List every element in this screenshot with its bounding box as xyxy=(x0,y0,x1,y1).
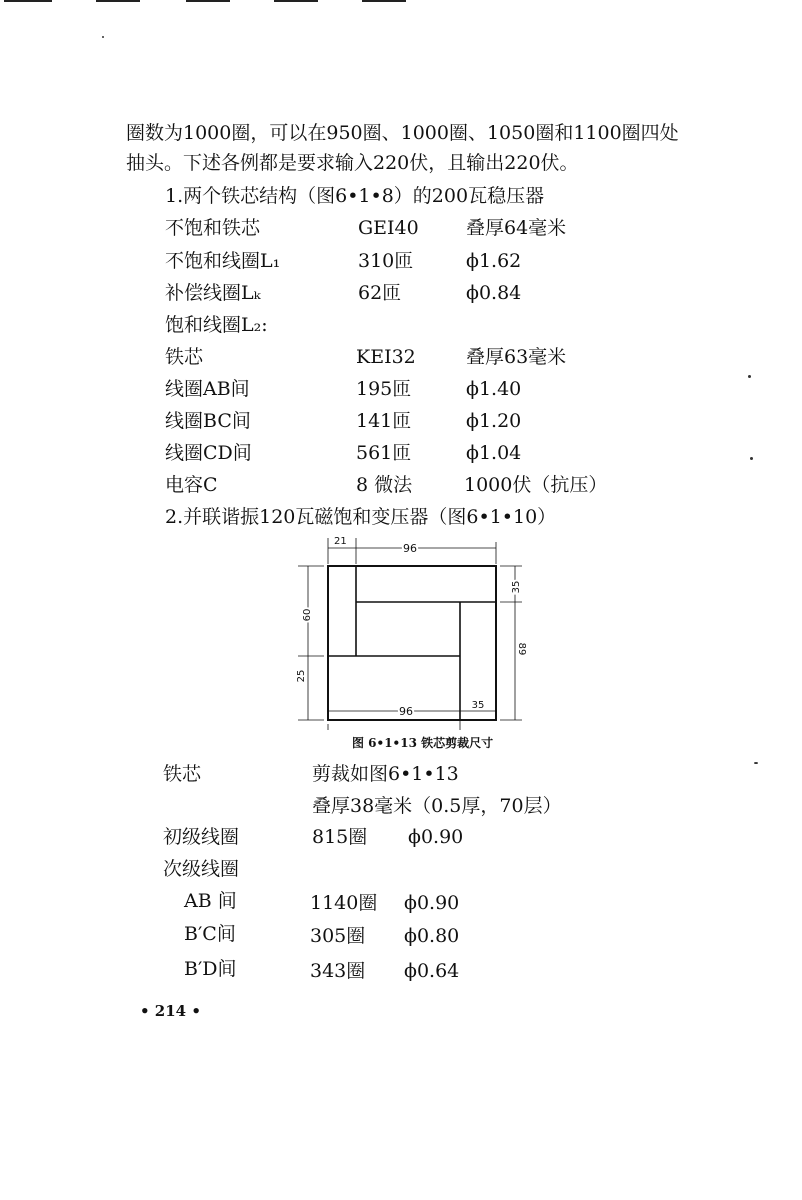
top-rule-2 xyxy=(96,0,140,2)
ex1-value: 310匝 xyxy=(358,250,414,272)
ex1-value: 8 微法 xyxy=(356,474,413,496)
ex1-label: 电容C xyxy=(165,474,218,496)
ex1-value: GEI40 xyxy=(358,217,419,239)
dim-top-small: 21 xyxy=(334,536,347,547)
ex2-value: 剪裁如图6•1•13 xyxy=(312,763,459,785)
ex2-spec: ϕ0.90 xyxy=(404,892,460,914)
ex2-label: 初级线圈 xyxy=(163,826,240,848)
speck xyxy=(750,457,753,460)
speck xyxy=(102,36,104,38)
top-rule-1 xyxy=(4,0,52,2)
ex2-spec: ϕ0.90 xyxy=(408,826,464,848)
ex1-spec: ϕ1.40 xyxy=(466,378,522,400)
speck xyxy=(754,762,758,764)
ex1-spec: ϕ1.20 xyxy=(466,410,522,432)
top-rule-4 xyxy=(274,0,318,2)
ex1-label: 不饱和线圈L₁ xyxy=(165,250,281,272)
dim-right-top: 35 xyxy=(511,580,522,594)
ex2-value: 305圈 xyxy=(310,925,366,947)
ex2-label: 次级线圈 xyxy=(163,858,240,880)
ex2-label: AB 间 xyxy=(184,890,237,912)
ex1-value: 62匝 xyxy=(358,282,402,304)
dim-top-width: 96 xyxy=(403,542,417,555)
speck xyxy=(748,375,751,378)
ex1-label: 线圈BC间 xyxy=(165,410,251,432)
ex1-spec: ϕ0.84 xyxy=(466,282,522,304)
ex1-label: 补偿线圈Lₖ xyxy=(165,282,261,304)
ex1-label: 铁芯 xyxy=(165,346,204,368)
ex1-spec: ϕ1.04 xyxy=(466,442,522,464)
ex1-label: 线圈AB间 xyxy=(165,378,250,400)
ex2-spec: ϕ0.80 xyxy=(404,925,460,947)
dim-left-lower: 25 xyxy=(296,669,307,683)
dim-bottom-small: 35 xyxy=(471,700,485,711)
ex2-label: B′D间 xyxy=(184,958,237,980)
core-cut-drawing xyxy=(290,530,530,730)
ex1-label: 不饱和铁芯 xyxy=(165,217,261,239)
page-number: • 214 • xyxy=(140,1002,201,1020)
intro-line-1: 圈数为1000圈，可以在950圈、1000圈、1050圈和1100圈四处 xyxy=(126,122,679,144)
ex2-spec: ϕ0.64 xyxy=(404,960,460,982)
ex1-spec: ϕ1.62 xyxy=(466,250,522,272)
ex1-value: 561匝 xyxy=(356,442,412,464)
ex1-spec: 叠厚63毫米 xyxy=(466,346,567,368)
ex1-spec: 叠厚64毫米 xyxy=(466,217,567,239)
intro-line-2: 抽头。下述各例都是要求输入220伏，且输出220伏。 xyxy=(126,152,579,174)
core-cut-figure xyxy=(290,530,530,730)
ex2-label: 铁芯 xyxy=(163,763,202,785)
ex2-label: B′C间 xyxy=(184,923,236,945)
figure-caption: 图 6•1•13 铁芯剪裁尺寸 xyxy=(352,736,494,750)
dim-right-height: 89 xyxy=(516,642,527,656)
ex1-value: KEI32 xyxy=(356,346,416,368)
ex1-value: 195匝 xyxy=(356,378,412,400)
ex2-value: 叠厚38毫米（0.5厚，70层） xyxy=(312,795,562,817)
ex1-spec: 1000伏（抗压） xyxy=(464,474,608,496)
dim-left-upper: 60 xyxy=(302,608,313,622)
core-outline xyxy=(328,566,496,720)
ex2-value: 815圈 xyxy=(312,826,368,848)
top-rule-3 xyxy=(186,0,230,2)
ex1-value: 141匝 xyxy=(356,410,412,432)
top-rule-5 xyxy=(362,0,406,2)
ex1-label: 饱和线圈L₂: xyxy=(165,314,268,336)
example1-title: 1.两个铁芯结构（图6•1•8）的200瓦稳压器 xyxy=(165,185,545,207)
ex2-value: 1140圈 xyxy=(310,892,378,914)
ex2-value: 343圈 xyxy=(310,960,366,982)
dim-bottom-width: 96 xyxy=(399,705,413,718)
ex1-label: 线圈CD间 xyxy=(165,442,252,464)
example2-title: 2.并联谐振120瓦磁饱和变压器（图6•1•10） xyxy=(165,506,557,528)
